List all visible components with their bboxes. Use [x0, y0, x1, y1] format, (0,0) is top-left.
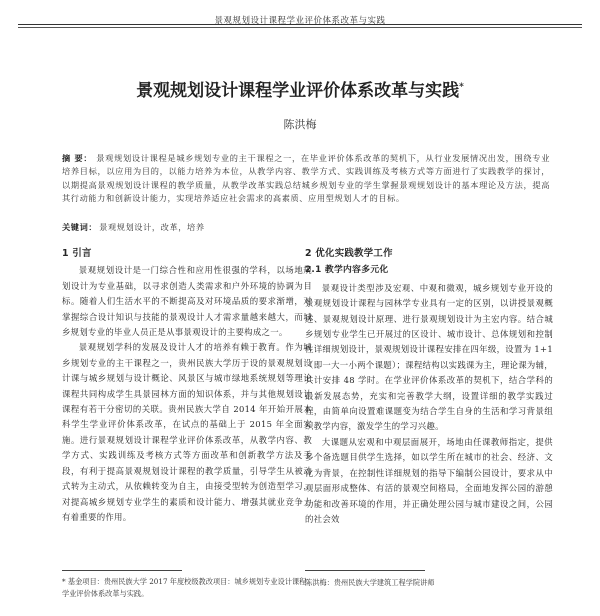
footnote-rule-left — [62, 570, 182, 571]
keywords-text: 景观规划设计，改革，培养 — [99, 222, 205, 232]
section-heading-1: 1 引言 — [62, 248, 92, 259]
abstract-label: 摘 要： — [62, 153, 93, 163]
header-rule-thin — [18, 27, 582, 28]
running-header — [18, 8, 582, 32]
keywords — [62, 222, 550, 233]
left-column — [62, 246, 312, 525]
footnote-author-info: 陈洪梅：贵州民族大学建筑工程学院讲师 — [305, 578, 435, 587]
abstract — [62, 152, 550, 206]
paper-title — [40, 76, 560, 101]
subsection-heading-2-1: 2.1 教学内容多元化 — [305, 265, 389, 276]
paper-title-text: 景观规划设计课程学业评价体系改革与实践 — [136, 81, 460, 101]
title-footnote-marker: * — [459, 82, 464, 93]
running-title: 景观规划设计课程学业评价体系改革与实践 — [214, 16, 386, 26]
abstract-text: 景观规划设计课程是城乡规划专业的主干课程之一，在毕业评价体系改革的契机下，从行业发展情况出发，围绕专业培养目标，以应用为目的，以能力培养为本位，从教学内容、教学方式、实践训练及考核方式等方面进行了实践教学的探讨，以期提高景观规划设计课程的教学质量，从教学改革实践总结城乡规划专业的学生掌握景观规划设计的基本理论及方法，提高其行动能力和创新设计能力，实现培养适应社会需求的高素质、应用型规划人才的目标。 — [62, 153, 550, 204]
footnote-funding: * 基金项目：贵州民族大学 2017 年度校级教改项目：城乡规划专业设计课程学业评价体系改革与实践。 — [62, 577, 307, 598]
left-paragraph-2: 景观规划学科的发展及设计人才的培养有赖于教育。作为城乡规划专业的主干课程之一，贵州民族大学历于设的景观规划设计课与城乡规划与设计概论、风景区与城市绿地系统规划等理论课程共同构成学生具景园林方面的知识体系，并与其他规划设计课程有若干分密切的关联。贵州民族大学自 2014 年开始开展本科学生学业评价体系改革，在试点的基础上于 2015 年全面实施。进行景观规划设计课程学业评价体系改革，从教学内容、教学方式、实践训练及考核方式等方面改革和创新教学方法及手段，有利于提高景观规划设计课程的教学质量，引导学生从被动式转为主动式，从依赖转变为自主，由接受型转为创造型学习，对提高城乡规划专业学生的素质和设计能力、增强其就业竞争力有着重要的作用。 — [62, 342, 312, 522]
author-name: 陈洪梅 — [283, 118, 317, 131]
footnote-rule-right — [305, 570, 425, 571]
right-paragraph-1: 景观设计类型涉及宏观、中观和微观，城乡规划专业开设的景观规划设计课程与园林学专业具有一定的区别，以讲授景观概述、景观规划设计原理、进行景观规划设计为主宏内容。结合城乡规划专业学生已开展过的区设计、城市设计、总体规划和控制性详细规划设计，景观规划设计课程安排在四年级，设置为 1+1（即一大一小两个课题）；课程结构以实践课为主，理论课为辅，共计安排 48 学时。在学业评价体系改革的契机下，结合学科的最新发展态势，充实和完善教学大纲，设置详细的教学实践过程，由简单向设置难课题变为结合学生自身的生活和学习背景组织教学内容，激发学生的学习兴趣。 — [305, 282, 553, 432]
header-rule — [18, 24, 582, 25]
left-paragraph-1: 景观规划设计是一门综合性和应用性很强的学科，以场地规划设计为专业基础，以寻求创造人类需求和户外环境的协调为目标。随着人们生活水平的不断提高及对环境品质的要求渐增，对掌握综合设计知识与技能的景观设计人才需求量越来越大，而城乡规划专业的毕业人员正是从事景观设计的主要构成之一。 — [62, 265, 312, 338]
right-column — [305, 246, 553, 527]
section-heading-2: 2 优化实践教学工作 — [305, 248, 393, 259]
right-paragraph-2: 大课题从宏观和中观层面展开，场地由任课教师指定，提供多个备选题目供学生选择，如以学生所在城市的社会、经济、文化为背景，在控制性详细规划的指导下编制公园设计，要求从中观层面形成整体、有活的景观空间格局，全面地发挥公园的游憩功能和改善环境的作用，并正确处理公园与城市建设之间，公园的社会效 — [305, 436, 553, 524]
keywords-label: 关键词： — [62, 222, 98, 232]
